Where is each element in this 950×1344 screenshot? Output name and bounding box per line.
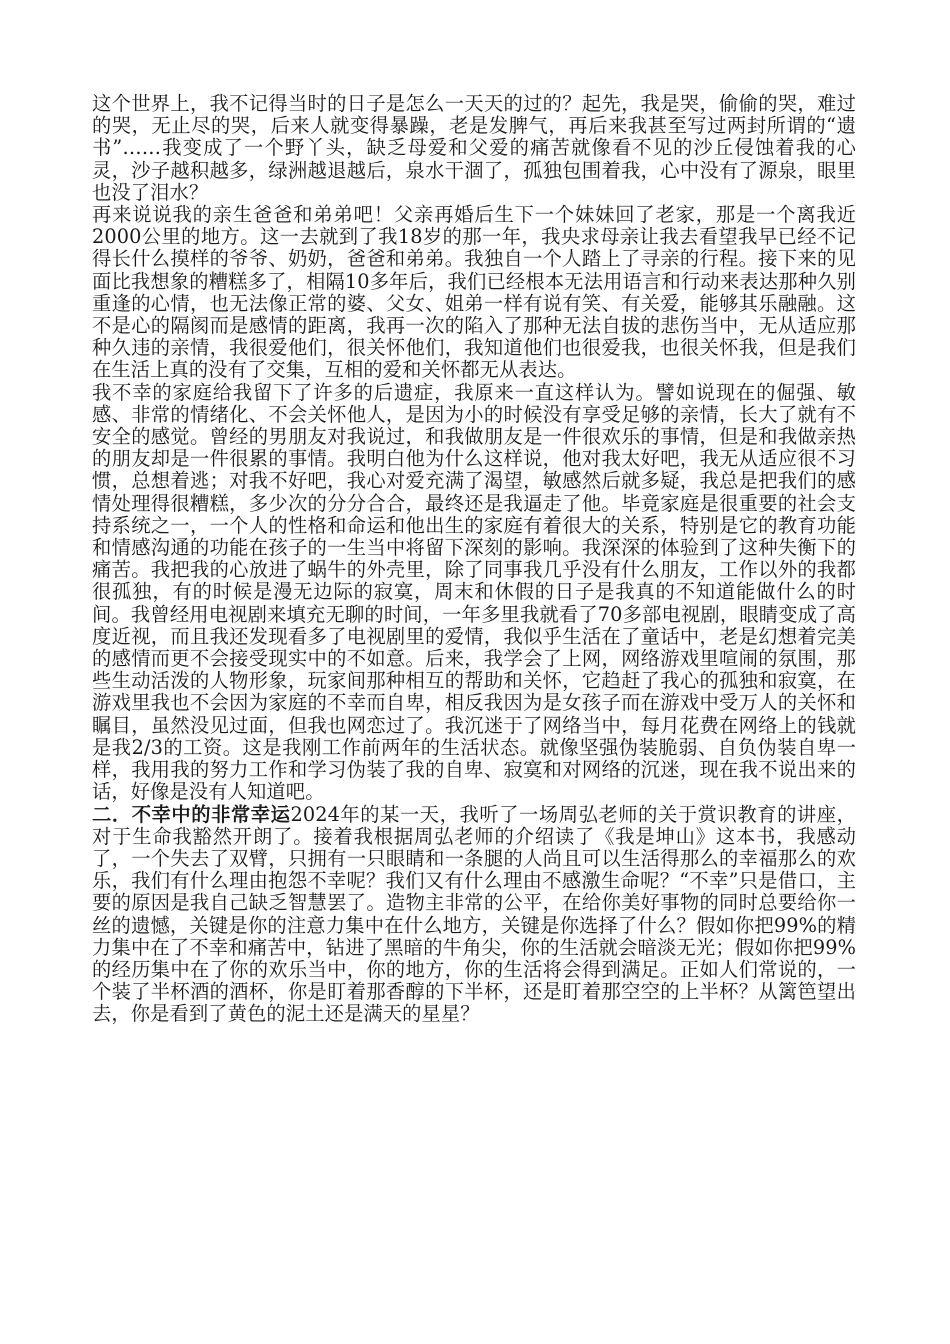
paragraph-loneliness: 这个世界上，我不记得当时的日子是怎么一天天的过的？起先，我是哭，偷偷的哭，难过的哭，无止尽的哭，后来人就变得暴躁，老是发脾气，再后来我甚至写过两封所谓的“遗书”……我变成了一个野丫头，缺乏母爱和父爱的痛苦就像看不见的沙丘侵蚀着我的心灵，沙子越积越多，绿洲越退越后，泉水干涸了，孤独包围着我，心中没有了源泉，眼里也没了泪水？ [92, 92, 856, 204]
paragraph-fortune-text: 2024年的某一天，我听了一场周弘老师的关于赏识教育的讲座，对于生命我豁然开朗了。接着我根据周弘老师的介绍读了《我是坤山》这本书，我感动了，一个失去了双臂，只拥有一只眼睛和一条腿的人尚且可以生活得那么的幸福那么的欢乐，我们有什么理由抱怨不幸呢？我们又有什么理由不感激生命呢？“不幸”只是借口，主要的原因是我自己缺乏智慧罢了。造物主非常的公平，在给你美好事物的同时总要给你一丝的遗憾，关键是你的注意力集中在什么地方，关键是你选择了什么？假如你把99%的精力集中在了不幸和痛苦中，钻进了黑暗的牛角尖，你的生活就会暗淡无光；假如你把99%的经历集中在了你的欢乐当中，你的地方，你的生活将会得到满足。正如人们常说的，一个装了半杯酒的酒杯，你是盯着那香醇的下半杯，还是盯着那空空的上半杯？从篱笆望出去，你是看到了黄色的泥土还是满天的星星？ [92, 802, 856, 1026]
section-heading: 二．不幸中的非常幸运 [92, 802, 291, 826]
paragraph-fortune [92, 804, 856, 1026]
document-page [92, 93, 856, 1026]
paragraph-aftereffects: 我不幸的家庭给我留下了许多的后遗症，我原来一直这样认为。譬如说现在的倔强、敏感、非常的情绪化、不会关怀他人，是因为小的时候没有享受足够的亲情，长大了就有不安全的感觉。曾经的男朋友对我说过，和我做朋友是一件很欢乐的事情，但是和我做亲热的朋友却是一件很累的事情。我明白他为什么这样说，他对我太好吧，我无从适应很不习惯，总想着逃；对我不好吧，我心对爱充满了渴望，敏感然后就多疑，我总是把我们的感情处理得很糟糕，多少次的分分合合，最终还是我逼走了他。毕竟家庭是很重要的社会支持系统之一，一个人的性格和命运和他出生的家庭有着很大的关系，特别是它的教育功能和情感沟通的功能在孩子的一生当中将留下深刻的影响。我深深的体验到了这种失衡下的痛苦。我把我的心放进了蜗牛的外壳里，除了同事我几乎没有什么朋友，工作以外的我都很孤独，有的时候是漫无边际的寂寞，周末和休假的日子是我真的不知道能做什么的时间。我曾经用电视剧来填充无聊的时间，一年多里我就看了70多部电视剧，眼睛变成了高度近视，而且我还发现看多了电视剧里的爱情，我似乎生活在了童话中，老是幻想着完美的感情而更不会接受现实中的不如意。后来，我学会了上网，网络游戏里喧闹的氛围，那些生动活泼的人物形象，玩家间那种相互的帮助和关怀，它趋赶了我心的孤独和寂寞，在游戏里我也不会因为家庭的不幸而自卑，相反我因为是女孩子而在游戏中受万人的关怀和瞩目，虽然没见过面，但我也网恋过了。我沉迷于了网络当中，每月花费在网络上的钱就是我2/3的工资。这是我刚工作前两年的生活状态。就像坚强伪装脆弱、自负伪装自卑一样，我用我的努力工作和学习伪装了我的自卑、寂寞和对网络的沉迷，现在我不说出来的话，好像是没有人知道吧。 [92, 380, 856, 804]
paragraph-father-brother: 再来说说我的亲生爸爸和弟弟吧！父亲再婚后生下一个妹妹回了老家，那是一个离我近2000公里的地方。这一去就到了我18岁的那一年，我央求母亲让我去看望我早已经不记得长什么摸样的爷爷、奶奶，爸爸和弟弟。我独自一个人踏上了寻亲的行程。接下来的见面比我想象的糟糕多了，相隔10多年后，我们已经根本无法用语言和行动来表达那种久别重逢的心情，也无法像正常的婆、父女、姐弟一样有说有笑、有关爱，能够其乐融融。这不是心的隔阂而是感情的距离，我再一次的陷入了那种无法自拔的悲伤当中，无从适应那种久违的亲情，我很爱他们，很关怀他们，我知道他们也很爱我，也很关怀我，但是我们在生活上真的没有了交集，互相的爱和关怀都无从表达。 [92, 203, 856, 382]
